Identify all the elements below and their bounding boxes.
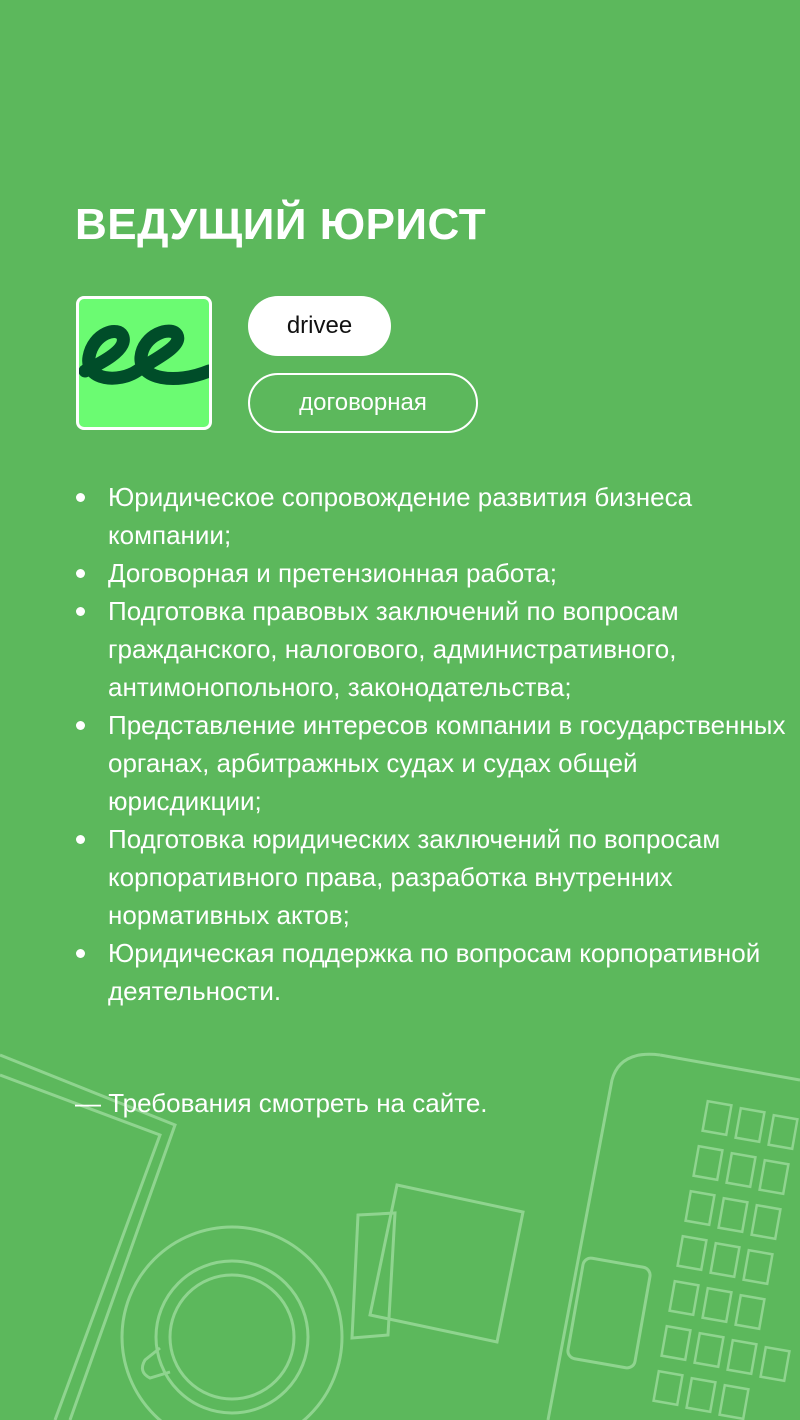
paper-back [352, 1213, 395, 1338]
job-title: ВЕДУЩИЙ ЮРИСТ [75, 200, 487, 249]
cup-handle [142, 1348, 170, 1378]
keyboard-keys [654, 1101, 798, 1419]
drivee-logo-icon [79, 299, 209, 427]
list-item: Юридическое сопровождение развития бизнеса компании; [108, 478, 788, 554]
laptop-outline [548, 1054, 660, 1420]
laptop-top-edge [660, 1055, 800, 1080]
company-name-badge: drivee [248, 296, 391, 356]
list-item: Представление интересов компании в государственных органах, арбитражных судах и судах общей юрисдикции; [108, 706, 788, 820]
notebook-inner-outline [0, 1075, 160, 1420]
list-item: Подготовка юридических заключений по вопросам корпоративного права, разработка внутренних нормативных актов; [108, 820, 788, 934]
list-item: Юридическая поддержка по вопросам корпоративной деятельности. [108, 934, 788, 1010]
requirements-note: — Требования смотреть на сайте. [75, 1088, 488, 1118]
list-item: Договорная и претензионная работа; [108, 554, 788, 592]
cup-inner-outline [170, 1275, 294, 1399]
company-logo [76, 296, 212, 430]
salary-badge: договорная [248, 373, 478, 433]
paper-front [370, 1185, 523, 1342]
cup-saucer-outline [122, 1227, 342, 1420]
cup-rim-outline [156, 1261, 308, 1413]
touchpad-outline [567, 1257, 652, 1369]
list-item: Подготовка правовых заключений по вопросам гражданского, налогового, административного, антимонопольного, законодательства; [108, 592, 788, 706]
duties-list [108, 478, 788, 1010]
